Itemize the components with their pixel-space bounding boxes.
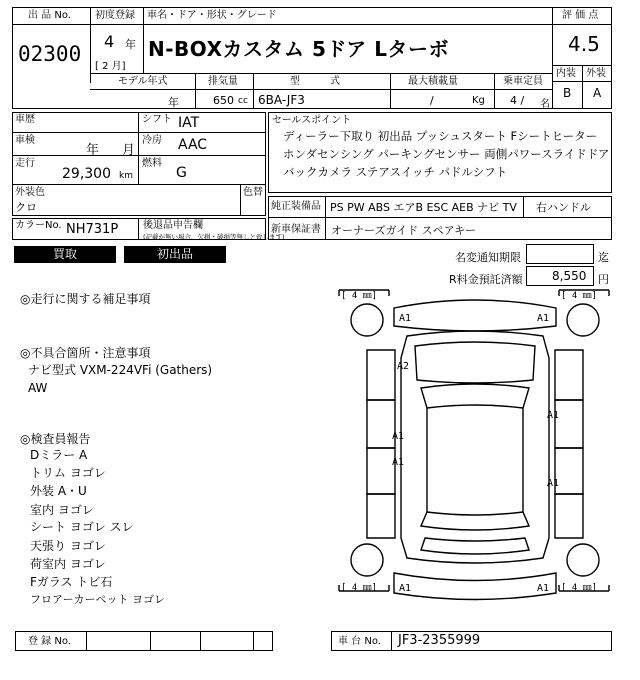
chassis-number: JF3-2355999	[398, 633, 481, 648]
color-change-label: 色替	[243, 187, 263, 198]
recycle-amount: 8,550	[552, 269, 587, 283]
ext-color-value: クロ	[15, 201, 37, 214]
defect-notes-title: ◎不具合箇所・注意事項	[20, 346, 151, 360]
capacity-unit: 名	[540, 99, 550, 110]
purchase-badge: 買取	[14, 246, 116, 263]
damage-mark: A1	[392, 431, 405, 442]
color-no-value: NH731P	[66, 222, 119, 237]
lot-label: 出 品 No.	[28, 10, 71, 21]
equipment-label: 純正装備品	[271, 201, 321, 212]
inspector-line: シート ヨゴレ スレ	[30, 520, 134, 534]
exterior-grade: A	[593, 86, 602, 100]
car-name: N-BOXカスタム 5ドア Lターボ	[148, 37, 449, 61]
damage-mark: A1	[547, 410, 560, 421]
name-change-unit: 迄	[598, 251, 609, 264]
damage-mark: A1	[399, 583, 412, 594]
recycle-unit: 円	[598, 273, 609, 286]
capacity-label: 乗車定員	[503, 76, 543, 87]
mileage-value: 29,300	[62, 166, 111, 182]
tire-tread-rear-left: [ 4 ㎜]	[341, 583, 378, 593]
first-listing-badge: 初出品	[124, 246, 226, 263]
warranty-items: オーナーズガイド スペアキー	[331, 224, 477, 237]
car-outline-drawing	[337, 288, 612, 628]
shift-value: IAT	[178, 115, 200, 131]
car-name-label: 車名・ドア・形状・グレード	[147, 10, 277, 21]
exterior-label: 外装	[586, 68, 606, 79]
first-reg-month: [ 2 月]	[95, 61, 126, 72]
model-year-unit: 年	[168, 96, 179, 109]
damage-mark: A1	[399, 313, 412, 324]
damage-mark: A2	[397, 361, 410, 372]
capacity: 4 /	[510, 94, 525, 107]
tire-tread-front-right: [ 4 ㎜]	[561, 291, 598, 301]
inspector-line: Dミラー A	[30, 448, 88, 462]
damage-mark: A1	[537, 583, 550, 594]
first-reg-year-unit: 年	[125, 38, 136, 51]
tire-tread-rear-right: [ 4 ㎜]	[561, 583, 598, 593]
max-load-label: 最大積載量	[408, 76, 458, 87]
inspector-line: トリム ヨゴレ	[30, 466, 106, 480]
aftermarket-note: (記載が無い場合、欠損・破損等無しと致します)	[143, 233, 285, 241]
inspector-line: 天張り ヨゴレ	[30, 539, 106, 553]
details-frame	[12, 112, 266, 216]
model-code: 6BA-JF3	[258, 93, 305, 107]
displacement-label: 排気量	[208, 76, 238, 87]
mileage-label: 走行	[15, 158, 35, 169]
equipment-items: PS PW ABS エアB ESC AEB ナビ TV	[330, 201, 517, 214]
first-reg-year: 4	[104, 32, 115, 51]
name-change-label: 名変通知期限	[455, 251, 521, 264]
interior-grade: B	[563, 86, 572, 100]
warranty-label: 新車保証書	[271, 224, 321, 235]
defect-note-line: AW	[28, 381, 48, 395]
max-load-unit: Kg	[472, 95, 485, 106]
inspector-title: ◎検査員報告	[20, 432, 91, 446]
sales-point-line: ホンダセンシング パーキングセンサー 両側パワースライドドア	[283, 147, 610, 161]
fuel-value: G	[176, 165, 187, 181]
displacement-unit: cc	[238, 96, 248, 106]
sales-point-line: ディーラー下取り 初出品 プッシュスタート Fシートヒーター	[283, 129, 598, 143]
history-label: 車歴	[15, 114, 35, 125]
reg-no-label: 登 録 No.	[28, 636, 71, 647]
interior-label: 内装	[556, 68, 576, 79]
inspector-line: 外装 A・U	[30, 484, 87, 498]
model-year-label: モデル年式	[118, 76, 168, 87]
name-change-field	[526, 244, 594, 264]
damage-mark: A1	[392, 457, 405, 468]
inspector-line: 荷室内 ヨゴレ	[30, 557, 106, 571]
score: 4.5	[568, 32, 600, 56]
chassis-label: 車 台 No.	[338, 636, 381, 647]
aftermarket-label: 後退品申告欄	[143, 220, 203, 231]
inspection-year-unit: 年	[86, 143, 100, 158]
ext-color-label: 外装色	[15, 187, 45, 198]
inspection-month-unit: 月	[122, 143, 136, 158]
shift-label: シフト	[142, 114, 172, 125]
car-diagram	[337, 288, 612, 628]
damage-mark: A1	[537, 313, 550, 324]
model-label: 型 式	[290, 76, 340, 87]
inspector-line: フロアーカーペット ヨゴレ	[30, 593, 165, 606]
inspector-line: Fガラス トビ石	[30, 575, 113, 589]
recycle-label: R料金預託済額	[449, 273, 523, 286]
first-reg-label: 初度登録	[95, 10, 135, 21]
fuel-label: 燃料	[142, 158, 162, 169]
steering-side: 右ハンドル	[536, 201, 591, 214]
inspection-label: 車検	[15, 135, 35, 146]
color-no-label: カラーNo.	[15, 220, 62, 231]
defect-note-line: ナビ型式 VXM-224VFi (Gathers)	[28, 363, 213, 377]
tire-tread-front-left: [ 4 ㎜]	[341, 291, 378, 301]
mileage-unit: km	[119, 171, 133, 181]
cooler-label: 冷房	[142, 135, 162, 146]
cooler-value: AAC	[178, 137, 208, 153]
max-load-sep: /	[430, 94, 434, 107]
displacement: 650	[213, 94, 234, 107]
sales-point-line: バックカメラ ステアスイッチ パドルシフト	[283, 165, 508, 179]
lot-number: 02300	[18, 42, 82, 66]
inspector-line: 室内 ヨゴレ	[30, 503, 94, 517]
score-label: 評 価 点	[562, 10, 599, 21]
driving-notes-title: ◎走行に関する補足事項	[20, 292, 151, 306]
damage-mark: A1	[547, 478, 560, 489]
sales-points-label: セールスポイント	[272, 115, 352, 126]
